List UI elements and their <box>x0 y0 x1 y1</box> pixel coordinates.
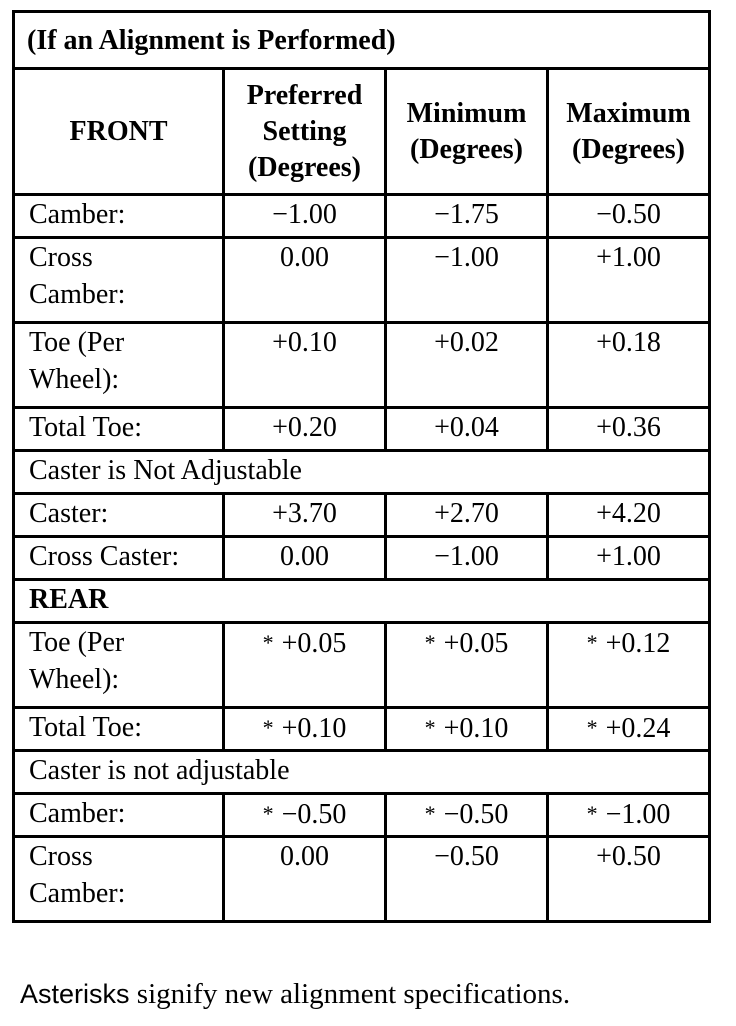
asterisk-marker: * <box>424 630 436 655</box>
minimum-value: −0.50 <box>434 841 499 872</box>
table-row <box>14 408 710 451</box>
preferred-value: +3.70 <box>272 498 337 529</box>
maximum-value: +0.50 <box>596 841 661 872</box>
maximum-value-cell <box>548 323 710 408</box>
minimum-value-cell <box>386 537 548 580</box>
maximum-value: +4.20 <box>596 498 661 529</box>
preferred-value-cell <box>224 494 386 537</box>
minimum-header-line: (Degrees) <box>410 133 523 165</box>
preferred-header-line: (Degrees) <box>248 151 361 183</box>
maximum-value: +0.18 <box>596 327 661 358</box>
preferred-value: +0.20 <box>272 412 337 443</box>
row-label <box>14 623 224 708</box>
preferred-value-cell <box>224 195 386 238</box>
front-header: FRONT <box>14 69 224 195</box>
row-label <box>14 238 224 323</box>
row-label <box>14 323 224 408</box>
preferred-value-cell <box>224 708 386 751</box>
minimum-value: +0.04 <box>434 412 499 443</box>
table-row <box>14 537 710 580</box>
minimum-value: −0.50 <box>443 799 509 830</box>
row-label-line: Toe (Per <box>29 327 125 358</box>
row-label-line: Camber: <box>29 199 126 230</box>
maximum-value: −0.50 <box>596 199 661 230</box>
maximum-value-cell <box>548 794 710 837</box>
preferred-value-cell <box>224 623 386 708</box>
row-label <box>14 494 224 537</box>
minimum-value: −1.00 <box>434 541 499 572</box>
preferred-value: +0.10 <box>281 713 347 744</box>
maximum-value: +0.24 <box>605 713 671 744</box>
minimum-value-cell <box>386 794 548 837</box>
asterisk-marker: * <box>262 630 274 655</box>
preferred-value: +0.10 <box>272 327 337 358</box>
table-row <box>14 323 710 408</box>
asterisk-marker: * <box>586 630 598 655</box>
asterisk-marker: * <box>586 715 598 740</box>
maximum-value-cell <box>548 537 710 580</box>
row-label-line: Camber: <box>29 798 126 829</box>
table-row <box>14 794 710 837</box>
minimum-value-cell <box>386 195 548 238</box>
maximum-value-cell <box>548 708 710 751</box>
maximum-value-cell <box>548 623 710 708</box>
alignment-spec-table <box>12 10 711 923</box>
maximum-value-cell <box>548 195 710 238</box>
row-label-line: Wheel): <box>29 664 120 695</box>
footnote-first-word: Asterisks <box>20 979 130 1009</box>
row-label-line: Total Toe: <box>29 712 142 743</box>
minimum-value-cell <box>386 323 548 408</box>
preferred-header <box>224 69 386 195</box>
minimum-value: +2.70 <box>434 498 499 529</box>
caster-note-rear-row <box>14 751 710 794</box>
row-label <box>14 537 224 580</box>
minimum-value-cell <box>386 837 548 922</box>
maximum-value: +0.12 <box>605 628 671 659</box>
table-row <box>14 623 710 708</box>
table-row <box>14 238 710 323</box>
preferred-value: 0.00 <box>280 841 329 872</box>
maximum-value: +0.36 <box>596 412 661 443</box>
maximum-header-line: Maximum <box>566 97 691 129</box>
row-label-line: Camber: <box>29 878 126 909</box>
preferred-header-line: Preferred <box>246 79 363 111</box>
preferred-header-line: Setting <box>262 115 347 147</box>
row-label-line: Toe (Per <box>29 627 125 658</box>
asterisk-marker: * <box>424 801 436 826</box>
minimum-value: −1.00 <box>434 242 499 273</box>
preferred-value-cell <box>224 794 386 837</box>
row-label <box>14 708 224 751</box>
row-label <box>14 794 224 837</box>
footnote <box>20 978 570 1011</box>
asterisk-marker: * <box>262 801 274 826</box>
row-label-line: Cross <box>29 841 93 872</box>
maximum-value: −1.00 <box>605 799 671 830</box>
caster-note-front-row <box>14 451 710 494</box>
maximum-value-cell <box>548 408 710 451</box>
asterisk-marker: * <box>262 715 274 740</box>
preferred-value: +0.05 <box>281 628 347 659</box>
preferred-value: −1.00 <box>272 199 337 230</box>
row-label-line: Caster: <box>29 498 109 529</box>
rear-heading: REAR <box>14 580 710 623</box>
row-label <box>14 408 224 451</box>
minimum-header-line: Minimum <box>406 97 527 129</box>
asterisk-marker: * <box>424 715 436 740</box>
preferred-value-cell <box>224 408 386 451</box>
minimum-value: +0.05 <box>443 628 509 659</box>
preferred-value-cell <box>224 837 386 922</box>
preferred-value-cell <box>224 537 386 580</box>
row-label <box>14 195 224 238</box>
maximum-value-cell <box>548 837 710 922</box>
row-label-line: Total Toe: <box>29 412 142 443</box>
minimum-value-cell <box>386 494 548 537</box>
caster-note-rear: Caster is not adjustable <box>14 751 710 794</box>
rear-heading-row <box>14 580 710 623</box>
caster-note-front: Caster is Not Adjustable <box>14 451 710 494</box>
maximum-header-line: (Degrees) <box>572 133 686 165</box>
table-row <box>14 494 710 537</box>
row-label <box>14 837 224 922</box>
maximum-value-cell <box>548 494 710 537</box>
table-title: (If an Alignment is Performed) <box>14 12 710 69</box>
minimum-value: +0.10 <box>443 713 509 744</box>
row-label-line: Camber: <box>29 279 126 310</box>
row-label-line: Wheel): <box>29 364 120 395</box>
minimum-value-cell <box>386 708 548 751</box>
table-row <box>14 195 710 238</box>
table-row <box>14 708 710 751</box>
row-label-line: Cross <box>29 242 93 273</box>
minimum-header <box>386 69 548 195</box>
table-row <box>14 837 710 922</box>
preferred-value-cell <box>224 238 386 323</box>
maximum-value-cell <box>548 238 710 323</box>
preferred-value: −0.50 <box>281 799 347 830</box>
minimum-value: −1.75 <box>434 199 499 230</box>
minimum-value-cell <box>386 623 548 708</box>
maximum-header <box>548 69 710 195</box>
preferred-value-cell <box>224 323 386 408</box>
footnote-text: signify new alignment specifications. <box>129 978 571 1010</box>
preferred-value: 0.00 <box>280 242 329 273</box>
maximum-value: +1.00 <box>596 541 661 572</box>
maximum-value: +1.00 <box>596 242 661 273</box>
asterisk-marker: * <box>586 801 598 826</box>
minimum-value: +0.02 <box>434 327 499 358</box>
minimum-value-cell <box>386 408 548 451</box>
row-label-line: Cross Caster: <box>29 541 180 572</box>
minimum-value-cell <box>386 238 548 323</box>
preferred-value: 0.00 <box>280 541 329 572</box>
